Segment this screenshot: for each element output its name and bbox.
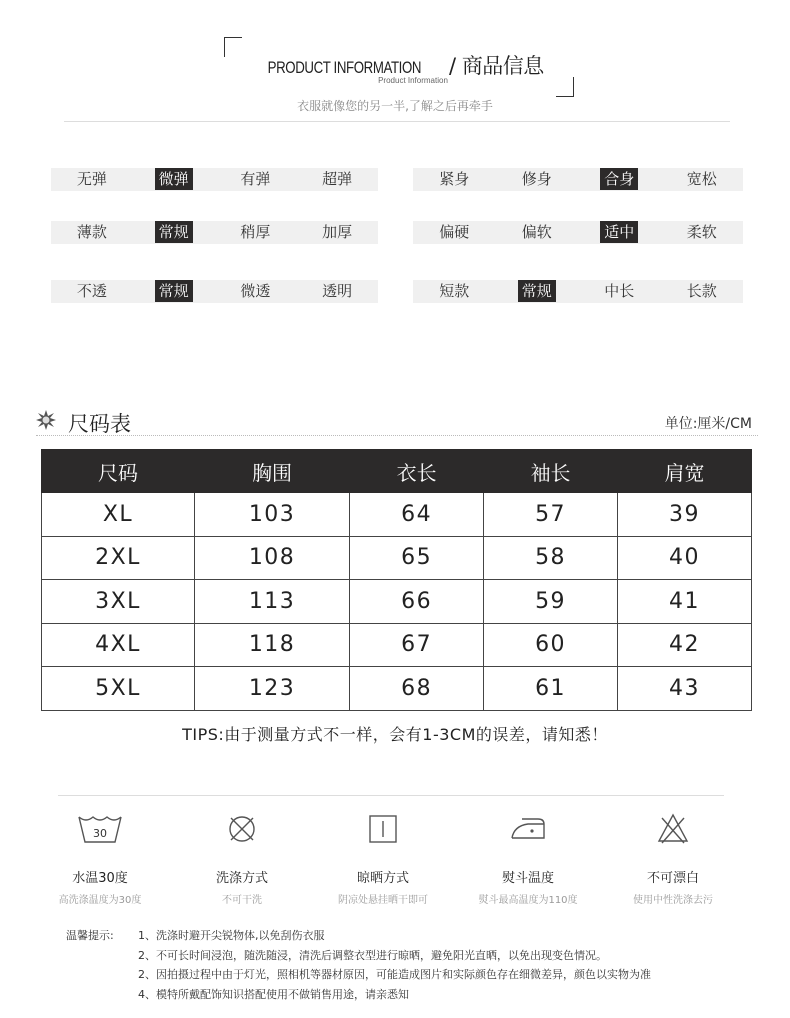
size-table <box>41 449 752 711</box>
attr-option: 短款 <box>439 282 470 300</box>
attr-option: 偏软 <box>521 223 552 241</box>
attr-group-thickness <box>51 221 378 244</box>
care-desc: 阴凉处悬挂晒干即可 <box>338 895 428 906</box>
table-cell: 103 <box>194 493 349 537</box>
size-tips: TIPS:由于测量方式不一样，会有1-3CM的误差，请知悉！ <box>182 725 608 744</box>
list-item <box>66 985 651 1005</box>
attr-option: 中长 <box>604 282 635 300</box>
attr-option: 宽松 <box>686 170 717 188</box>
attr-group-fit <box>413 168 743 191</box>
table-cell: 67 <box>350 623 484 667</box>
page-title-cn: 商品信息 <box>461 54 544 78</box>
care-title: 水温30度 <box>72 871 128 886</box>
attr-option: 不透 <box>76 282 107 300</box>
care-item-ironing <box>458 812 598 906</box>
table-cell: 108 <box>194 536 349 580</box>
list-item <box>66 926 651 946</box>
size-chart-title: 尺码表 <box>68 412 131 436</box>
list-item <box>66 965 651 985</box>
table-cell: 41 <box>618 580 752 624</box>
care-item-wash <box>30 812 170 906</box>
table-cell: 59 <box>484 580 618 624</box>
attr-group-softness <box>413 221 743 244</box>
care-title: 晾晒方式 <box>356 871 409 886</box>
attr-option: 紧身 <box>439 170 470 188</box>
attr-option-selected: 微弹 <box>133 168 215 191</box>
wash-30-icon <box>76 812 124 846</box>
table-cell: 42 <box>618 623 752 667</box>
header-divider <box>64 121 730 122</box>
attr-option: 稍厚 <box>240 223 271 241</box>
table-cell: 61 <box>484 667 618 711</box>
care-divider <box>58 795 724 796</box>
attr-group-transparency <box>51 280 378 303</box>
attr-option: 超弹 <box>322 170 353 188</box>
attr-option-selected: 适中 <box>578 221 661 244</box>
care-desc: 熨斗最高温度为110度 <box>478 895 578 906</box>
size-chart-unit: 单位:厘米/CM <box>664 416 752 432</box>
attr-option-selected: 常规 <box>133 221 215 244</box>
table-cell: 43 <box>618 667 752 711</box>
attr-option-selected: 常规 <box>133 280 215 303</box>
table-cell: 68 <box>350 667 484 711</box>
care-notes <box>66 926 651 1004</box>
table-cell: 2XL <box>42 536 195 580</box>
page-title-en: PRODUCT INFORMATION <box>267 58 422 77</box>
table-header-row <box>42 450 752 493</box>
note-text: 2、不可长时间浸泡，随洗随浸，清洗后调整衣型进行晾晒，避免阳光直晒，以免出现变色情况。 <box>138 948 607 962</box>
table-cell: 3XL <box>42 580 195 624</box>
table-header-cell: 胸围 <box>194 450 349 493</box>
table-cell: XL <box>42 493 195 537</box>
table-cell: 64 <box>350 493 484 537</box>
table-header-cell: 肩宽 <box>618 450 752 493</box>
attr-option-selected: 合身 <box>578 168 661 191</box>
no-tumble-dry-icon <box>225 812 259 846</box>
no-bleach-icon <box>656 812 690 846</box>
care-item-drying <box>313 812 453 906</box>
table-cell: 39 <box>618 493 752 537</box>
attr-option: 加厚 <box>322 223 353 241</box>
size-chart-heading <box>36 408 758 436</box>
attr-option: 微透 <box>240 282 271 300</box>
page-subtitle: Product Information <box>378 76 448 85</box>
svg-text:30: 30 <box>93 827 107 840</box>
table-cell: 66 <box>350 580 484 624</box>
note-text: 4、模特所戴配饰知识搭配使用不做销售用途，请亲悉知 <box>138 987 409 1001</box>
table-cell: 5XL <box>42 667 195 711</box>
table-cell: 4XL <box>42 623 195 667</box>
table-cell: 118 <box>194 623 349 667</box>
table-cell: 58 <box>484 536 618 580</box>
iron-icon <box>508 812 548 846</box>
note-text: 2、因拍摄过程中由于灯光，照相机等器材原因，可能造成图片和实际颜色存在细微差异，颜色以实物为准 <box>138 968 651 981</box>
page-tagline: 衣服就像您的另一半,了解之后再牵手 <box>297 99 493 113</box>
attr-option: 透明 <box>322 282 353 300</box>
page-title-sep: / <box>442 54 462 78</box>
attr-group-elasticity <box>51 168 378 191</box>
line-dry-icon <box>366 812 400 846</box>
table-cell: 113 <box>194 580 349 624</box>
table-row <box>42 493 752 537</box>
care-item-washing <box>172 812 312 906</box>
table-header-cell: 衣长 <box>350 450 484 493</box>
table-cell: 57 <box>484 493 618 537</box>
attr-option-selected: 常规 <box>496 280 579 303</box>
care-title: 熨斗温度 <box>501 871 554 886</box>
table-cell: 65 <box>350 536 484 580</box>
attr-option: 薄款 <box>76 223 107 241</box>
attr-option: 有弹 <box>240 170 271 188</box>
table-cell: 40 <box>618 536 752 580</box>
care-desc: 高洗涤温度为30度 <box>58 895 142 906</box>
attr-option: 修身 <box>521 170 552 188</box>
table-row <box>42 667 752 711</box>
table-cell: 60 <box>484 623 618 667</box>
table-header-cell: 袖长 <box>484 450 618 493</box>
attr-option: 长款 <box>686 282 717 300</box>
attr-option: 柔软 <box>686 223 717 241</box>
list-item <box>66 946 651 966</box>
care-title: 不可漂白 <box>646 871 699 886</box>
sun-icon <box>36 410 56 430</box>
table-row <box>42 580 752 624</box>
note-text: 1、洗涤时避开尖锐物体,以免刮伤衣服 <box>138 929 325 942</box>
care-item-bleach <box>603 812 743 906</box>
table-cell: 123 <box>194 667 349 711</box>
table-header-cell: 尺码 <box>42 450 195 493</box>
attr-option: 偏硬 <box>439 223 470 241</box>
care-title: 洗涤方式 <box>215 871 268 886</box>
attr-group-length <box>413 280 743 303</box>
table-row <box>42 623 752 667</box>
care-desc: 使用中性洗涤去污 <box>633 895 713 906</box>
table-row <box>42 536 752 580</box>
notes-label: 温馨提示: <box>66 929 114 942</box>
care-desc: 不可干洗 <box>222 895 262 906</box>
attr-option: 无弹 <box>76 170 107 188</box>
